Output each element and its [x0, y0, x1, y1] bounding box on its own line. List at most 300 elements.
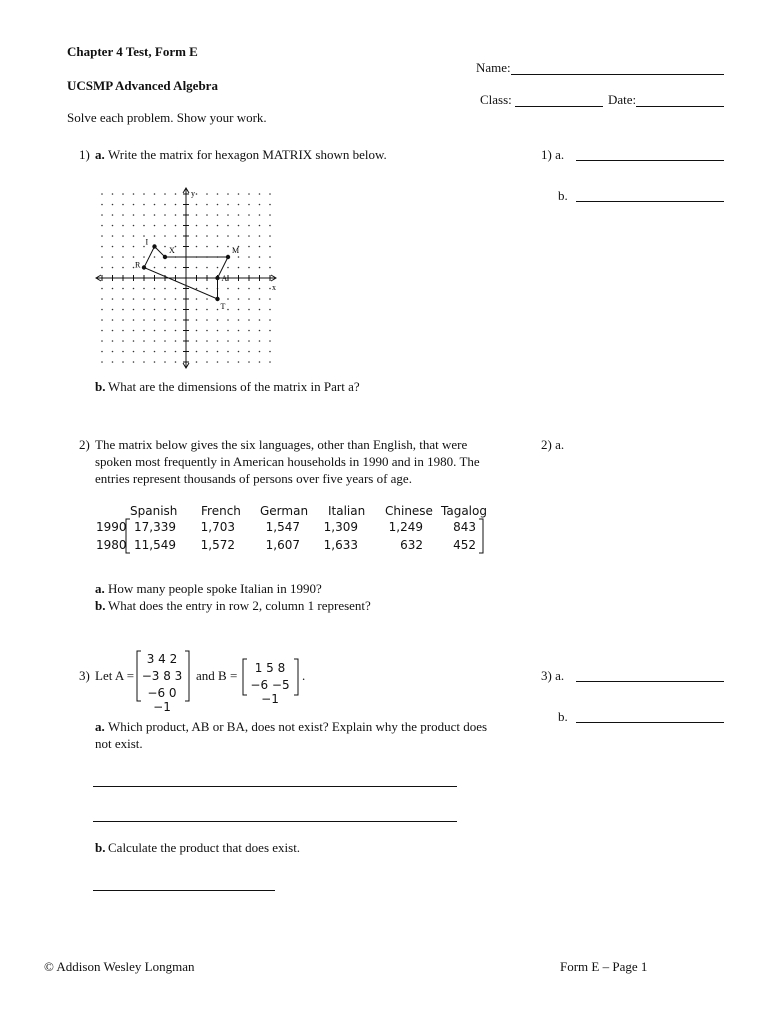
grid-dot — [143, 361, 145, 363]
grid-dot — [196, 340, 198, 342]
vertex-label-a: A — [221, 274, 228, 283]
grid-dot — [206, 319, 208, 321]
grid-dot — [217, 361, 219, 363]
row-label-1990: 1990 — [96, 520, 127, 534]
q3-answer-b-label: b. — [558, 709, 568, 724]
matrix-a-right-bracket — [184, 650, 192, 702]
grid-dot — [248, 309, 250, 311]
grid-dot — [206, 235, 208, 237]
copyright: © Addison Wesley Longman — [44, 959, 195, 974]
grid-dot — [238, 309, 240, 311]
instructions: Solve each problem. Show your work. — [67, 110, 267, 125]
cell-1990-german: 1,547 — [265, 520, 300, 534]
grid-dot — [227, 214, 229, 216]
grid-dot — [206, 351, 208, 353]
grid-dot — [217, 214, 219, 216]
grid-dot — [101, 288, 103, 290]
vertex-label-r: R — [135, 260, 141, 270]
grid-dot — [217, 193, 219, 195]
q3-let-text: Let A = — [95, 668, 135, 683]
grid-dot — [227, 340, 229, 342]
grid-dot — [133, 204, 135, 206]
grid-dot — [154, 235, 156, 237]
grid-dot — [259, 193, 261, 195]
col-tagalog: Tagalog — [441, 504, 487, 518]
name-field[interactable] — [511, 74, 724, 75]
vertex-t — [215, 297, 219, 301]
q2-part-b-text: What does the entry in row 2, column 1 represent? — [108, 598, 371, 613]
q3-explanation-line-2[interactable] — [93, 821, 457, 822]
grid-dot — [122, 246, 124, 248]
q1-part-b-text: What are the dimensions of the matrix in Part a? — [108, 379, 360, 394]
q3-part-b-text: Calculate the product that does exist. — [108, 840, 301, 855]
q3-answer-a-label: 3) a. — [541, 668, 565, 683]
cell-1990-spanish: 17,339 — [134, 520, 176, 534]
grid-dot — [164, 319, 166, 321]
grid-dot — [112, 204, 114, 206]
matrix-b-row-1: 1 5 8 — [254, 661, 286, 675]
grid-dot — [269, 256, 271, 258]
date-field[interactable] — [636, 106, 724, 107]
grid-dot — [227, 319, 229, 321]
grid-dot — [196, 351, 198, 353]
grid-dot — [269, 298, 271, 300]
grid-dot — [112, 225, 114, 227]
grid-dot — [238, 235, 240, 237]
grid-dot — [175, 235, 177, 237]
grid-dot — [217, 309, 219, 311]
grid-dot — [133, 330, 135, 332]
grid-dot — [269, 288, 271, 290]
grid-dot — [269, 235, 271, 237]
grid-dot — [101, 361, 103, 363]
point-labels — [135, 189, 276, 311]
grid-dot — [259, 267, 261, 269]
q3-number: 3) — [79, 668, 90, 683]
grid-dot — [217, 351, 219, 353]
grid-dot — [196, 225, 198, 227]
vertex-label-t: T — [220, 302, 226, 311]
grid-dot — [122, 267, 124, 269]
q1-number: 1) — [79, 147, 90, 162]
grid-dot — [269, 214, 271, 216]
grid-dot — [238, 193, 240, 195]
grid-dot — [101, 330, 103, 332]
grid-dot — [175, 361, 177, 363]
grid-dot — [269, 267, 271, 269]
grid-dot — [206, 246, 208, 248]
grid-dot — [248, 361, 250, 363]
grid-dot — [154, 204, 156, 206]
grid-dot — [133, 309, 135, 311]
grid-dot — [175, 225, 177, 227]
vertex-r — [142, 265, 146, 269]
grid-dot — [175, 330, 177, 332]
q2-part-b-label: b. — [95, 598, 106, 613]
y-axis-label: y — [191, 189, 195, 198]
right-bracket — [478, 518, 486, 554]
left-bracket — [124, 518, 132, 554]
grid-dot — [101, 235, 103, 237]
cell-1980-french: 1,572 — [200, 538, 235, 552]
grid-dot — [101, 214, 103, 216]
grid-dot — [122, 330, 124, 332]
matrix-b-right-bracket — [293, 658, 301, 696]
col-french: French — [201, 504, 241, 518]
grid-dot — [269, 193, 271, 195]
grid-dot — [259, 214, 261, 216]
grid-dot — [122, 309, 124, 311]
grid-dot — [101, 225, 103, 227]
grid-dot — [164, 298, 166, 300]
grid-dot — [248, 246, 250, 248]
grid-dot — [154, 225, 156, 227]
grid-dot — [238, 298, 240, 300]
grid-dot — [196, 193, 198, 195]
grid-dot — [143, 351, 145, 353]
grid-dot — [143, 340, 145, 342]
grid-dot — [248, 288, 250, 290]
grid-dot — [112, 298, 114, 300]
col-german: German — [260, 504, 309, 518]
grid-dot — [101, 256, 103, 258]
grid-dot — [269, 361, 271, 363]
grid-dot — [133, 256, 135, 258]
grid-dot — [143, 204, 145, 206]
grid-dot — [112, 267, 114, 269]
grid-dot — [248, 298, 250, 300]
course-title: UCSMP Advanced Algebra — [67, 78, 218, 93]
cell-1990-italian: 1,309 — [323, 520, 358, 534]
grid-dot — [164, 340, 166, 342]
grid-dot — [206, 340, 208, 342]
q3-explanation-line-1[interactable] — [93, 786, 457, 787]
grid-dot — [238, 351, 240, 353]
grid-dot — [238, 319, 240, 321]
col-italian: Italian — [328, 504, 366, 518]
grid-dot — [259, 319, 261, 321]
grid-dot — [217, 319, 219, 321]
grid-dot — [133, 361, 135, 363]
grid-dot — [217, 204, 219, 206]
x-axis-label: x — [272, 283, 276, 292]
grid-dot — [175, 267, 177, 269]
vertex-label-m: M — [232, 246, 240, 255]
grid-dot — [196, 361, 198, 363]
grid-dot — [175, 204, 177, 206]
grid-dot — [259, 351, 261, 353]
grid-dot — [269, 225, 271, 227]
grid-dot — [206, 309, 208, 311]
hexagon-grid — [88, 176, 288, 382]
grid-dot — [227, 330, 229, 332]
grid-dot — [154, 298, 156, 300]
grid-dot — [112, 361, 114, 363]
q2-text-line1: The matrix below gives the six languages, other than English, that were — [95, 437, 468, 452]
cell-1980-spanish: 11,549 — [134, 538, 176, 552]
grid-dot — [112, 309, 114, 311]
q2-answer-a-label: 2) a. — [541, 437, 565, 452]
grid-dot — [206, 330, 208, 332]
grid-dot — [112, 319, 114, 321]
grid-dot — [122, 225, 124, 227]
grid-dot — [259, 330, 261, 332]
grid-dot — [143, 319, 145, 321]
grid-dot — [227, 267, 229, 269]
grid-dot — [259, 361, 261, 363]
chapter-title: Chapter 4 Test, Form E — [67, 44, 198, 59]
grid-dot — [143, 309, 145, 311]
grid-dot — [175, 214, 177, 216]
grid-dot — [238, 267, 240, 269]
grid-dot — [175, 246, 177, 248]
grid-dot — [154, 319, 156, 321]
grid-dot — [248, 340, 250, 342]
grid-dot — [269, 309, 271, 311]
grid-dot — [227, 204, 229, 206]
grid-dot — [122, 235, 124, 237]
grid-dot — [122, 288, 124, 290]
grid-dot — [269, 340, 271, 342]
grid-dot — [269, 246, 271, 248]
grid-dot — [175, 288, 177, 290]
grid-dot — [143, 193, 145, 195]
grid-dot — [154, 351, 156, 353]
q3-answer-b-field[interactable] — [576, 722, 724, 723]
matrix-a-row-2: −3 8 3 — [141, 669, 183, 683]
q2-text-line2: spoken most frequently in American households in 1990 and in 1980. The — [95, 454, 480, 469]
grid-dot — [164, 204, 166, 206]
grid-dot — [164, 246, 166, 248]
grid-dot — [112, 351, 114, 353]
q1-answer-a-label: 1) a. — [541, 147, 565, 162]
q1-answer-b-field[interactable] — [576, 201, 724, 202]
q3-product-line[interactable] — [93, 890, 275, 891]
grid-dot — [122, 319, 124, 321]
grid-dot — [248, 214, 250, 216]
grid-dot — [154, 288, 156, 290]
vertex-x — [163, 255, 167, 259]
grid-dot — [112, 340, 114, 342]
grid-dot — [259, 225, 261, 227]
grid-dot — [269, 330, 271, 332]
grid-dot — [269, 319, 271, 321]
grid-dot — [164, 361, 166, 363]
q3-period: . — [302, 668, 306, 683]
grid-dot — [101, 351, 103, 353]
grid-dot — [112, 330, 114, 332]
grid-dot — [122, 351, 124, 353]
grid-dot — [248, 256, 250, 258]
grid-dot — [206, 193, 208, 195]
matrix-b-row-2: −6 −5 −1 — [250, 678, 290, 706]
grid-dot — [217, 246, 219, 248]
cell-1980-italian: 1,633 — [323, 538, 358, 552]
grid-dot — [101, 340, 103, 342]
grid-dot — [112, 246, 114, 248]
q3-and-text: and B = — [196, 668, 238, 683]
grid-dot — [206, 225, 208, 227]
grid-dot — [101, 204, 103, 206]
grid-dot — [122, 214, 124, 216]
grid-dot — [101, 246, 103, 248]
date-label: Date: — [608, 92, 637, 107]
grid-dot — [238, 225, 240, 227]
grid-dot — [143, 330, 145, 332]
grid-dot — [269, 351, 271, 353]
grid-dot — [238, 361, 240, 363]
grid-dot — [122, 204, 124, 206]
grid-dot — [206, 288, 208, 290]
q3-part-a-line1: Which product, AB or BA, does not exist? Explain why the product does — [108, 719, 488, 734]
grid-dot — [206, 267, 208, 269]
grid-dot — [164, 235, 166, 237]
grid-dot — [227, 351, 229, 353]
grid-dot — [164, 193, 166, 195]
grid-dot — [196, 214, 198, 216]
grid-dot — [101, 193, 103, 195]
grid-dot — [133, 288, 135, 290]
q1-part-a-text: Write the matrix for hexagon MATRIX shown below. — [108, 147, 387, 162]
grid-dot — [259, 246, 261, 248]
grid-dot — [248, 351, 250, 353]
cell-1980-tagalog: 452 — [453, 538, 476, 552]
q2-part-a-label: a. — [95, 581, 105, 596]
grid-dot — [217, 235, 219, 237]
grid-dot — [259, 256, 261, 258]
grid-dot — [133, 298, 135, 300]
grid-dot — [154, 330, 156, 332]
q2-number: 2) — [79, 437, 90, 452]
grid-dot — [238, 340, 240, 342]
q3-part-a-label: a. — [95, 719, 105, 734]
grid-dot — [227, 298, 229, 300]
grid-dot — [217, 340, 219, 342]
grid-dot — [101, 298, 103, 300]
grid-dot — [175, 193, 177, 195]
grid-dot — [259, 309, 261, 311]
grid-dot — [122, 298, 124, 300]
grid-dot — [227, 246, 229, 248]
grid-dot — [175, 351, 177, 353]
q1-answer-a-field[interactable] — [576, 160, 724, 161]
grid-dot — [101, 319, 103, 321]
grid-dot — [164, 214, 166, 216]
grid-dot — [196, 204, 198, 206]
grid-dot — [133, 235, 135, 237]
grid-dot — [175, 340, 177, 342]
grid-dot — [143, 225, 145, 227]
grid-dot — [154, 193, 156, 195]
grid-dot — [164, 288, 166, 290]
row-label-1980: 1980 — [96, 538, 127, 552]
grid-dot — [154, 214, 156, 216]
grid-dot — [143, 298, 145, 300]
grid-dot — [175, 309, 177, 311]
grid-dot — [206, 204, 208, 206]
grid-dot — [112, 256, 114, 258]
grid-dot — [259, 340, 261, 342]
grid-dot — [101, 309, 103, 311]
grid-dot — [154, 340, 156, 342]
grid-dot — [217, 225, 219, 227]
grid-dot — [217, 330, 219, 332]
col-chinese: Chinese — [385, 504, 433, 518]
grid-dot — [112, 235, 114, 237]
cell-1990-french: 1,703 — [200, 520, 235, 534]
grid-dot — [206, 214, 208, 216]
page-number: Form E – Page 1 — [560, 959, 648, 974]
grid-dot — [154, 267, 156, 269]
q3-part-a-line2: not exist. — [95, 736, 143, 751]
grid-dot — [143, 288, 145, 290]
grid-dot — [248, 235, 250, 237]
grid-dot — [196, 298, 198, 300]
grid-dot — [133, 193, 135, 195]
grid-dot — [238, 214, 240, 216]
grid-dot — [164, 225, 166, 227]
grid-dot — [259, 204, 261, 206]
q1-part-b-label: b. — [95, 379, 106, 394]
grid-dot — [196, 309, 198, 311]
grid-dot — [175, 319, 177, 321]
grid-dot — [227, 361, 229, 363]
q1-answer-b-label: b. — [558, 188, 568, 203]
grid-dot — [133, 214, 135, 216]
grid-dot — [133, 340, 135, 342]
grid-dot — [227, 235, 229, 237]
grid-dot — [206, 361, 208, 363]
grid-dot — [259, 235, 261, 237]
class-field[interactable] — [515, 106, 603, 107]
grid-dot — [196, 330, 198, 332]
grid-dot — [206, 298, 208, 300]
grid-dot — [122, 340, 124, 342]
q3-part-b-label: b. — [95, 840, 106, 855]
grid-dot — [164, 330, 166, 332]
grid-dot — [112, 214, 114, 216]
grid-dot — [227, 309, 229, 311]
grid-dot — [154, 309, 156, 311]
q2-part-a-text: How many people spoke Italian in 1990? — [108, 581, 322, 596]
matrix-a-row-1: 3 4 2 — [146, 652, 178, 666]
matrix-a-row-3: −6 0 −1 — [147, 686, 177, 714]
grid-dot — [196, 267, 198, 269]
grid-dot — [112, 193, 114, 195]
grid-dot — [248, 319, 250, 321]
vertex-a — [215, 276, 219, 280]
grid-dot — [164, 267, 166, 269]
grid-dot — [101, 267, 103, 269]
grid-dot — [248, 204, 250, 206]
grid-dot — [133, 246, 135, 248]
grid-dot — [154, 256, 156, 258]
grid-dot — [143, 256, 145, 258]
grid-dot — [196, 235, 198, 237]
grid-dot — [217, 267, 219, 269]
grid-dot — [269, 204, 271, 206]
vertex-i — [152, 244, 156, 248]
q3-answer-a-field[interactable] — [576, 681, 724, 682]
grid-dot — [238, 330, 240, 332]
grid-dot — [196, 319, 198, 321]
grid-dot — [227, 288, 229, 290]
grid-dot — [196, 246, 198, 248]
grid-dot — [133, 351, 135, 353]
grid-dot — [238, 288, 240, 290]
class-label: Class: — [480, 92, 512, 107]
grid-dot — [248, 267, 250, 269]
